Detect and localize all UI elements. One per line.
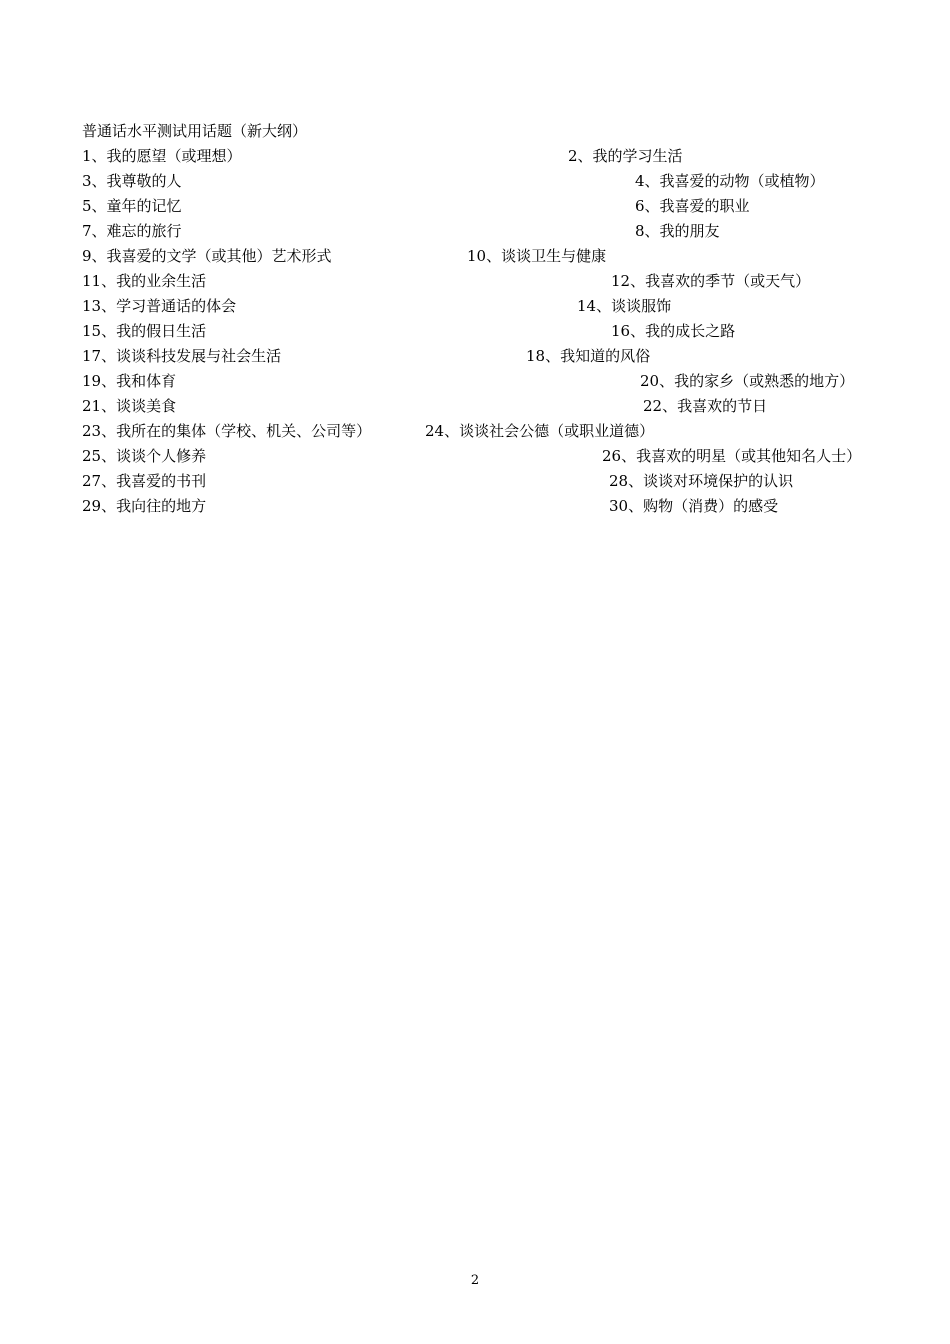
topic-item: 24、谈谈社会公德（或职业道德） <box>425 422 655 440</box>
topic-item: 19、我和体育 <box>82 372 177 390</box>
topic-item: 1、我的愿望（或理想） <box>82 147 242 165</box>
topic-item: 4、我喜爱的动物（或植物） <box>635 172 825 190</box>
topic-item: 13、学习普通话的体会 <box>82 297 237 315</box>
topic-item: 5、童年的记忆 <box>82 197 182 215</box>
topic-item: 25、谈谈个人修养 <box>82 447 207 465</box>
topic-item: 21、谈谈美食 <box>82 397 177 415</box>
topic-item: 8、我的朋友 <box>635 222 720 240</box>
topic-item: 16、我的成长之路 <box>611 322 736 340</box>
topic-item: 6、我喜爱的职业 <box>635 197 750 215</box>
topic-item: 30、购物（消费）的感受 <box>609 497 779 515</box>
topic-item: 7、难忘的旅行 <box>82 222 182 240</box>
document-title: 普通话水平测试用话题（新大纲） <box>82 122 308 140</box>
topic-item: 17、谈谈科技发展与社会生活 <box>82 347 282 365</box>
topic-item: 27、我喜爱的书刊 <box>82 472 207 490</box>
topic-item: 20、我的家乡（或熟悉的地方） <box>640 372 855 390</box>
topic-item: 3、我尊敬的人 <box>82 172 182 190</box>
topic-item: 9、我喜爱的文学（或其他）艺术形式 <box>82 247 332 265</box>
topic-item: 29、我向往的地方 <box>82 497 207 515</box>
page-number: 2 <box>470 1273 480 1288</box>
topic-item: 23、我所在的集体（学校、机关、公司等） <box>82 422 372 440</box>
topic-item: 11、我的业余生活 <box>82 272 207 290</box>
topic-item: 28、谈谈对环境保护的认识 <box>609 472 794 490</box>
topic-item: 14、谈谈服饰 <box>577 297 672 315</box>
topic-item: 26、我喜欢的明星（或其他知名人士） <box>602 447 862 465</box>
topic-item: 22、我喜欢的节日 <box>643 397 768 415</box>
topic-item: 10、谈谈卫生与健康 <box>467 247 607 265</box>
topic-item: 15、我的假日生活 <box>82 322 207 340</box>
topic-item: 18、我知道的风俗 <box>526 347 651 365</box>
topic-item: 2、我的学习生活 <box>568 147 683 165</box>
topic-item: 12、我喜欢的季节（或天气） <box>611 272 811 290</box>
